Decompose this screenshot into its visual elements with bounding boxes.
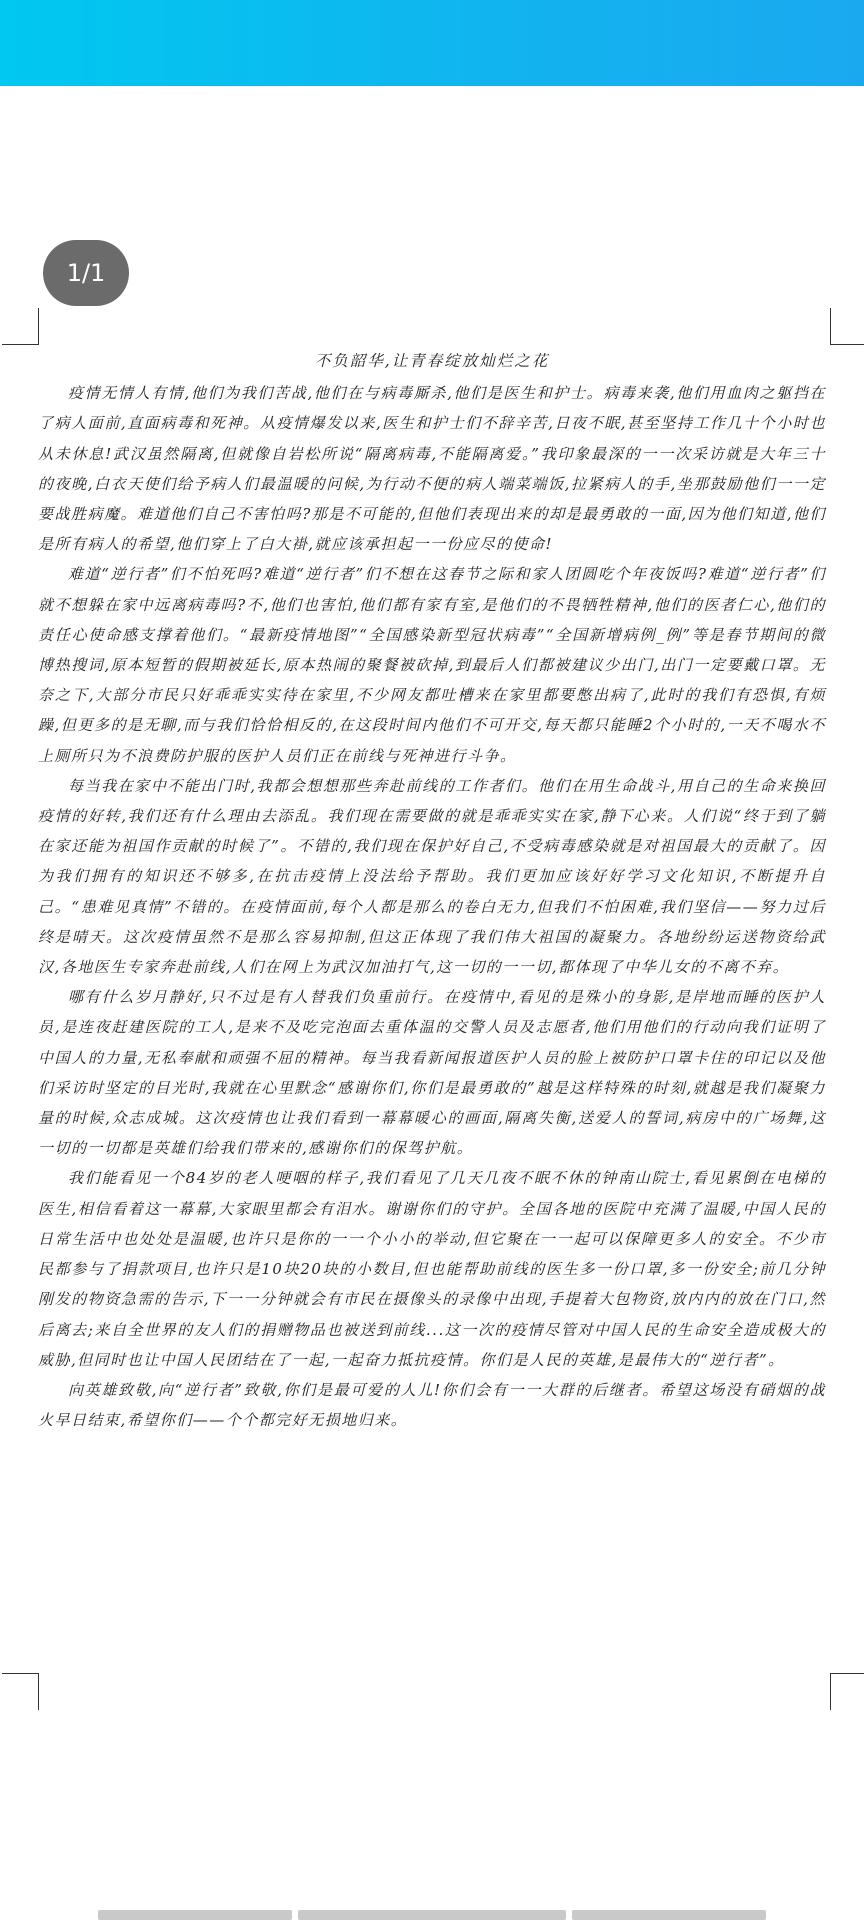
paragraph: 向英雄致敬,向“逆行者”致敬,你们是最可爱的人儿!你们会有一一大群的后继者。希望这场没有硝烟的战火早日结束,希望你们——个个都完好无损地归来。: [38, 1380, 826, 1430]
bottom-scrollbar-segment[interactable]: [298, 1910, 566, 1920]
paragraph: 难道“逆行者”们不怕死吗?难道“逆行者”们不想在这春节之际和家人团圆吃个年夜饭吗?难道“逆行者”们就不想躲在家中远离病毒吗?不,他们也害怕,他们都有家有室,是他们的不畏牺牲精神,他们的医者仁心,他们的责任心使命感支撑着他们。“最新疫情地图”“全国感染新型冠状病毒”“全国新增病例_例”等是春节期间的微博热搜词,原本短暂的假期被延长,原本热闹的聚餐被砍掉,到最后人们都被建议少出门,出门一定要戴口罩。无奈之下,大部分市民只好乖乖实实待在家里,不少网友都吐槽来在家里都要憋出病了,此时的我们有恐惧,有烦躁,但更多的是无聊,而与我们恰恰相反的,在这段时间内他们不可开交,每天都只能睡2个小时的,一天不喝水不上厕所只为不浪费防护服的医护人员们正在前线与死神进行斗争。: [38, 565, 826, 765]
document-title: 不负韶华,让青春绽放灿烂之花: [314, 352, 550, 370]
crop-mark-bottom-left: [2, 1673, 39, 1710]
crop-mark-bottom-right: [830, 1673, 864, 1710]
header-bar: [0, 0, 864, 86]
paragraph: 我们能看见一个84岁的老人哽咽的样子,我们看见了几天几夜不眠不休的钟南山院士,看见累倒在电梯的医生,相信看着这一幕幕,大家眼里都会有泪水。谢谢你们的守护。全国各地的医院中充满了温暖,中国人民的日常生活中也处处是温暖,也许只是你的一一个小小的举动,但它聚在一一起可以保障更多人的安全。不少市民都参与了捐款项目,也许只是10块20块的小数目,但也能帮助前线的医生多一份口罩,多一份安全;前几分钟刚发的物资急需的告示,下一一分钟就会有市民在摄像头的录像中出现,手提着大包物资,放内内的放在门口,然后离去;来自全世界的友人们的捐赠物品也被送到前线...这一次的疫情尽管对中国人民的生命安全造成极大的威胁,但同时也让中国人民团结在了一起,一起奋力抵抗疫情。你们是人民的英雄,是最伟大的“逆行者”。: [38, 1169, 826, 1369]
document-page: [38, 346, 826, 1435]
crop-mark-top-right: [830, 308, 864, 345]
crop-mark-top-left: [2, 308, 39, 345]
paragraph: 每当我在家中不能出门时,我都会想想那些奔赴前线的工作者们。他们在用生命战斗,用自己的生命来换回疫情的好转,我们还有什么理由去添乱。我们现在需要做的就是乖乖实实在家,静下心来。人们说“终于到了躺在家还能为祖国作贡献的时候了”。不错的,我们现在保护好自己,不受病毒感染就是对祖国最大的贡献了。因为我们拥有的知识还不够多,在抗击疫情上没法给予帮助。我们更加应该好好学习文化知识,不断提升自己。“患难见真情”不错的。在疫情面前,每个人都是那么的卷白无力,但我们不怕困难,我们坚信——努力过后终是晴天。这次疫情虽然不是那么容易抑制,但这正体现了我们伟大祖国的凝聚力。各地纷纷运送物资给武汉,各地医生专家奔赴前线,人们在网上为武汉加油打气,这一切的一一切,都体现了中华儿女的不离不弃。: [38, 776, 826, 977]
bottom-scrollbar-segment[interactable]: [572, 1910, 766, 1920]
paragraph: 哪有什么岁月静好,只不过是有人替我们负重前行。在疫情中,看见的是殊小的身影,是岸地而睡的医护人员,是连夜赶建医院的工人,是来不及吃完泡面去重体温的交警人员及志愿者,他们用他们的行动向我们证明了中国人的力量,无私奉献和顽强不屈的精神。每当我看新闻报道医护人员的脸上被防护口罩卡住的印记以及他们采访时坚定的目光时,我就在心里默念“感谢你们,你们是最勇敢的”越是这样特殊的时刻,就越是我们凝聚力量的时候,众志成城。这次疫情也让我们看到一幕幕暖心的画面,隔离失衡,送爱人的誓词,病房中的广场舞,这一切的一切都是英雄们给我们带来的,感谢你们的保驾护航。: [38, 988, 826, 1158]
paragraph: 疫情无情人有情,他们为我们苦战,他们在与病毒厮杀,他们是医生和护士。病毒来袭,他们用血肉之躯挡在了病人面前,直面病毒和死神。从疫情爆发以来,医生和护士们不辞辛苦,日夜不眠,甚至坚持工作几十个小时也从未休息!武汉虽然隔离,但就像自岩松所说“隔离病毒,不能隔离爱。”我印象最深的一一次采访就是大年三十的夜晚,白衣天使们给予病人们最温暖的问候,为行动不便的病人端菜端饭,拉紧病人的手,坐那鼓励他们一一定要战胜病魔。难道他们自己不害怕吗?那是不可能的,但他们表现出来的却是最勇敢的一面,因为他们知道,他们是所有病人的希望,他们穿上了白大褂,就应该承担起一一份应尽的使命!: [38, 384, 826, 554]
page-indicator: 1/1: [43, 240, 129, 306]
bottom-scrollbar-segment[interactable]: [98, 1910, 292, 1920]
